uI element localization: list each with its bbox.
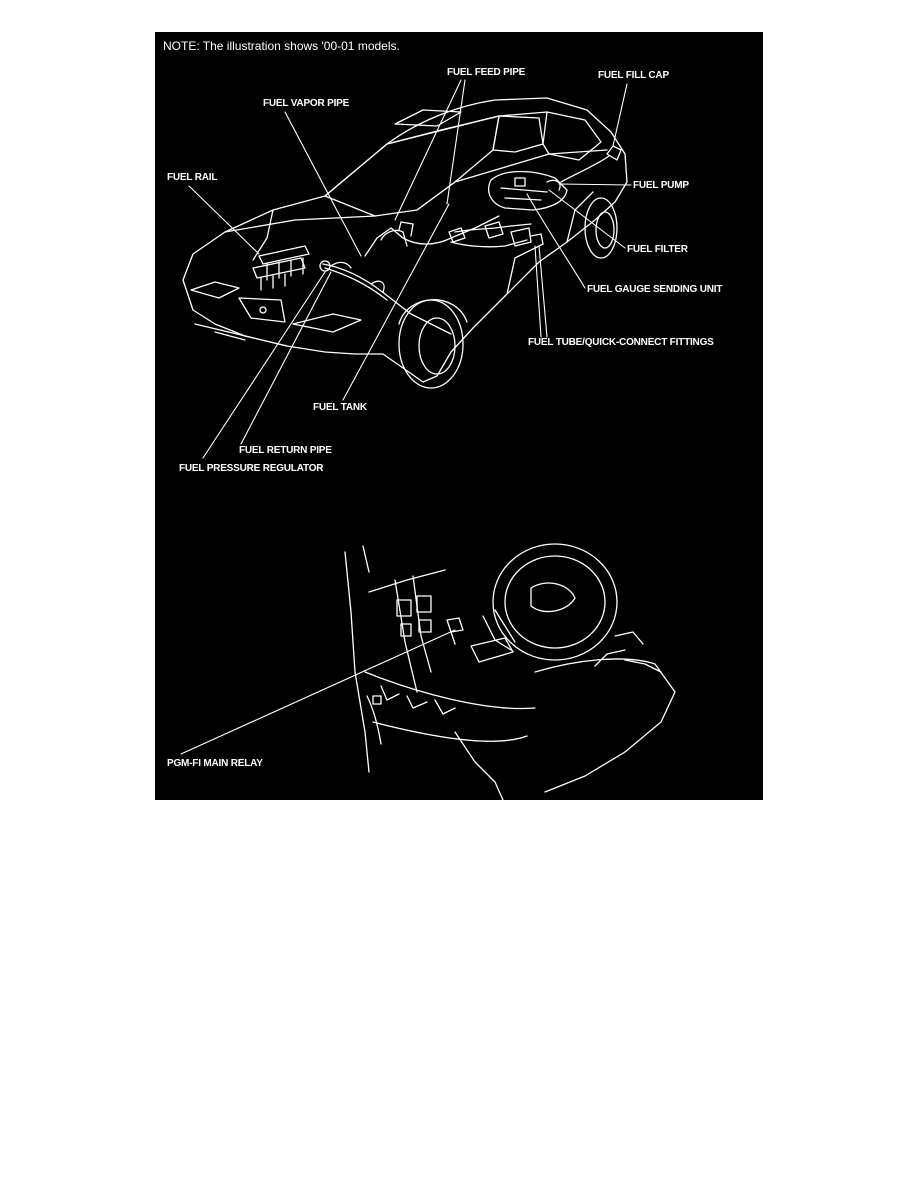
rear-wheel [585, 198, 617, 258]
grille [239, 298, 285, 322]
label-fuel-tube-quick-connect-fittings: FUEL TUBE/QUICK-CONNECT FITTINGS [528, 337, 714, 348]
illustration-note: NOTE: The illustration shows '00-01 models. [163, 39, 400, 53]
dash-upper [369, 570, 445, 592]
label-fuel-fill-cap: FUEL FILL CAP [598, 70, 669, 81]
steering-wheel [493, 544, 617, 660]
leader-fuel-return-pipe [241, 272, 331, 444]
label-fuel-pressure-regulator: FUEL PRESSURE REGULATOR [179, 463, 324, 474]
label-fuel-feed-pipe: FUEL FEED PIPE [447, 67, 526, 78]
label-fuel-return-pipe: FUEL RETURN PIPE [239, 445, 332, 456]
fuel-rail-part [253, 246, 309, 290]
headlight-right [293, 314, 361, 332]
label-fuel-rail: FUEL RAIL [167, 172, 218, 183]
headlight [191, 282, 239, 298]
windshield [325, 116, 499, 216]
belt-line [417, 150, 607, 210]
diagram-artwork [155, 32, 763, 800]
label-fuel-pump: FUEL PUMP [633, 180, 689, 191]
label-fuel-gauge-sending-unit: FUEL GAUGE SENDING UNIT [587, 284, 723, 295]
label-pgm-fi-main-relay: PGM-FI MAIN RELAY [167, 758, 263, 769]
front-wheel [399, 300, 463, 388]
side-window-front [493, 116, 543, 152]
leader-pgm-fi-main-relay [181, 630, 455, 754]
leader-fuel-feed-pipe-2 [447, 80, 465, 204]
leader-fuel-fill-cap [613, 84, 627, 146]
hood-crease [225, 216, 375, 232]
leader-fuel-tank [343, 204, 449, 400]
leader-lines-top [189, 80, 631, 458]
fuel-pressure-regulator-part [320, 261, 330, 271]
leader-fuel-pressure-regulator [203, 272, 325, 458]
leader-fuel-rail [189, 186, 259, 254]
fuel-fill-cap-part [607, 146, 621, 160]
emblem [260, 307, 266, 313]
fuel-system-diagram [155, 32, 763, 800]
leader-fuel-pump [559, 184, 631, 185]
leader-lines-interior [181, 630, 455, 754]
label-fuel-tank: FUEL TANK [313, 402, 367, 413]
leader-fuel-vapor-pipe [285, 112, 361, 256]
sunroof [395, 110, 461, 126]
label-fuel-vapor-pipe: FUEL VAPOR PIPE [263, 98, 350, 109]
label-fuel-filter: FUEL FILTER [627, 244, 688, 255]
interior-illustration [345, 544, 675, 800]
leader-fuel-feed-pipe [395, 80, 461, 220]
